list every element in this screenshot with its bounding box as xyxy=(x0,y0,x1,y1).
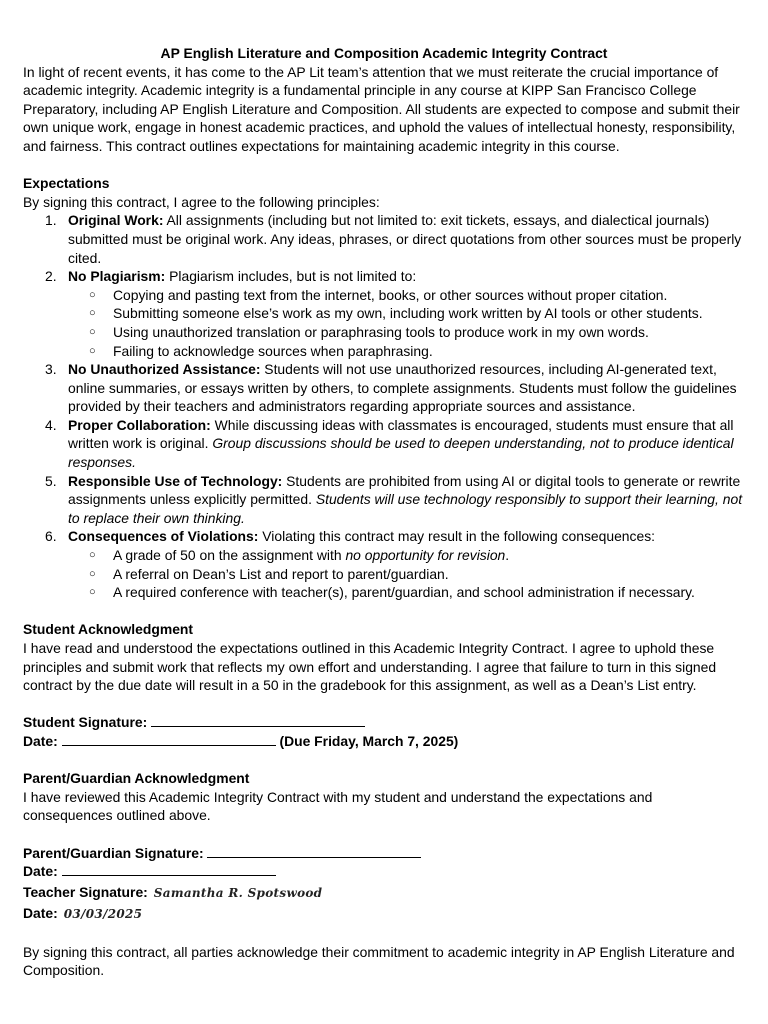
student-date-label: Date: xyxy=(23,732,58,749)
principle-label: No Plagiarism: xyxy=(68,268,166,285)
parent-signature-line xyxy=(23,844,745,863)
bullet-icon: ○ xyxy=(89,325,96,338)
teacher-date-label: Date: xyxy=(23,905,58,922)
spacer xyxy=(23,602,745,621)
sub-item-text: Submitting someone else’s work as my own, including work written by AI tools or other students. xyxy=(113,305,703,322)
parent-ack-text: I have reviewed this Academic Integrity Contract with my student and understand the expectations and consequences outlined above. xyxy=(23,788,653,824)
principle-text: All assignments (including but not limited to: exit tickets, essays, and dialectical journals) submitted must be original work. Any ideas, phrases, or direct quotations from other sources must be properly cited. xyxy=(68,212,742,266)
bullet-icon: ○ xyxy=(89,567,96,580)
spacer xyxy=(23,825,745,844)
student-signature-line xyxy=(23,713,745,732)
principles-list xyxy=(23,211,745,601)
student-ack-heading: Student Acknowledgment xyxy=(23,621,194,638)
principle-number: 1. xyxy=(45,212,57,229)
principle-number: 2. xyxy=(45,268,57,285)
consequence-text: A required conference with teacher(s), parent/guardian, and school administration if necessary. xyxy=(113,584,695,601)
principle-number: 3. xyxy=(45,361,57,378)
consequence-italic-text: no opportunity for revision xyxy=(345,547,506,564)
bullet-icon: ○ xyxy=(89,549,96,562)
teacher-date-value: 03/03/2025 xyxy=(63,907,143,922)
principle-item xyxy=(23,360,745,416)
principle-text: Students will not use unauthorized resources, including AI-generated text, online summaries, or essays written by others, to complete assignments. Students must follow the guidelines provided by their teachers and administrators regarding appropriate sources and assistance. xyxy=(68,361,737,415)
teacher-signature-value: Samantha R. Spotswood xyxy=(153,885,323,900)
consequence-text: A referral on Dean’s List and report to parent/guardian. xyxy=(113,565,449,582)
bullet-icon: ○ xyxy=(89,344,96,357)
closing-paragraph: By signing this contract, all parties acknowledge their commitment to academic integrity in AP English Literature and Composition. xyxy=(23,943,735,979)
spacer xyxy=(23,751,745,770)
principle-label: Consequences of Violations: xyxy=(68,528,259,545)
consequence-text: A grade of 50 on the assignment with xyxy=(113,547,346,564)
bullet-icon: ○ xyxy=(89,307,96,320)
parent-date-label: Date: xyxy=(23,863,58,880)
sub-list-item xyxy=(68,323,745,342)
sub-list-item xyxy=(68,304,745,323)
parent-date-field[interactable] xyxy=(62,862,276,876)
principle-number: 6. xyxy=(45,528,57,545)
intro-paragraph: In light of recent events, it has come to the AP Lit team’s attention that we must reiterate the crucial importance of academic integrity. Academic integrity is a fundamental principle in any course at KIPP San Francisco College Preparatory, including AP English Literature and Composition. All students are expected to compose and submit their own unique work, engage in honest academic practices, and uphold the values of intellectual honesty, responsibility, and fairness. This contract outlines expectations for maintaining academic integrity in this course. xyxy=(23,63,740,154)
principle-label: Original Work: xyxy=(68,212,164,229)
sub-list-item xyxy=(68,546,745,565)
sub-item-text: Failing to acknowledge sources when paraphrasing. xyxy=(113,342,433,359)
principle-italic-text: Students will use technology responsibly to support their learning, not to replace their own thinking. xyxy=(68,491,743,526)
sub-list-item xyxy=(68,342,745,361)
principle-item xyxy=(23,211,745,267)
teacher-signature-label: Teacher Signature: xyxy=(23,883,148,900)
principle-number: 4. xyxy=(45,416,57,433)
consequences-sublist xyxy=(68,546,745,602)
principle-label: Proper Collaboration: xyxy=(68,416,211,433)
principle-text: Plagiarism includes, but is not limited to: xyxy=(165,268,417,285)
spacer xyxy=(23,156,745,175)
bullet-icon: ○ xyxy=(89,288,96,301)
principle-label: No Unauthorized Assistance: xyxy=(68,361,261,378)
parent-signature-label: Parent/Guardian Signature: xyxy=(23,844,204,861)
spacer xyxy=(23,924,745,943)
parent-ack-heading: Parent/Guardian Acknowledgment xyxy=(23,770,250,787)
principle-text: While discussing ideas with classmates is encouraged, students must ensure that all written work is original. xyxy=(68,416,734,452)
student-signature-label: Student Signature: xyxy=(23,714,148,731)
student-date-field[interactable] xyxy=(62,732,276,746)
spacer xyxy=(23,695,745,714)
sub-item-text: Using unauthorized translation or paraphrasing tools to produce work in my own words. xyxy=(113,323,649,340)
sub-item-text: Copying and pasting text from the internet, books, or other sources without proper citation. xyxy=(113,286,668,303)
due-date-note: (Due Friday, March 7, 2025) xyxy=(279,732,459,749)
document-title: AP English Literature and Composition Academic Integrity Contract xyxy=(160,45,608,61)
sub-list-item xyxy=(68,565,745,584)
principle-item xyxy=(23,527,745,601)
student-ack-text: I have read and understood the expectations outlined in this Academic Integrity Contract. I agree to uphold these principles and submit work that reflects my own effort and understanding. I agree that failure to turn in this signed contract by the due date will result in a 50 in the gradebook for this assignment, as well as a Dean’s List entry. xyxy=(23,640,717,694)
teacher-signature-line xyxy=(23,883,745,903)
teacher-date-line xyxy=(23,904,745,924)
parent-signature-field[interactable] xyxy=(207,844,421,858)
principle-number: 5. xyxy=(45,472,57,489)
plagiarism-sublist xyxy=(68,286,745,360)
principle-italic-text: Group discussions should be used to deepen understanding, not to produce identical responses. xyxy=(68,435,734,471)
expectations-lead: By signing this contract, I agree to the following principles: xyxy=(23,193,380,210)
bullet-icon: ○ xyxy=(89,586,96,599)
principle-text: Students are prohibited from using AI or digital tools to generate or rewrite assignments unless explicitly permitted. xyxy=(68,472,741,508)
principle-label: Responsible Use of Technology: xyxy=(68,472,283,489)
sub-list-item xyxy=(68,583,745,602)
principle-item xyxy=(23,472,745,528)
consequence-suffix: . xyxy=(505,547,510,564)
expectations-heading: Expectations xyxy=(23,175,110,192)
parent-date-line xyxy=(23,862,745,881)
sub-list-item xyxy=(68,286,745,305)
principle-text: Violating this contract may result in the following consequences: xyxy=(258,528,656,545)
principle-item xyxy=(23,267,745,360)
student-signature-field[interactable] xyxy=(151,713,365,727)
principle-item xyxy=(23,416,745,472)
student-date-line xyxy=(23,732,745,751)
